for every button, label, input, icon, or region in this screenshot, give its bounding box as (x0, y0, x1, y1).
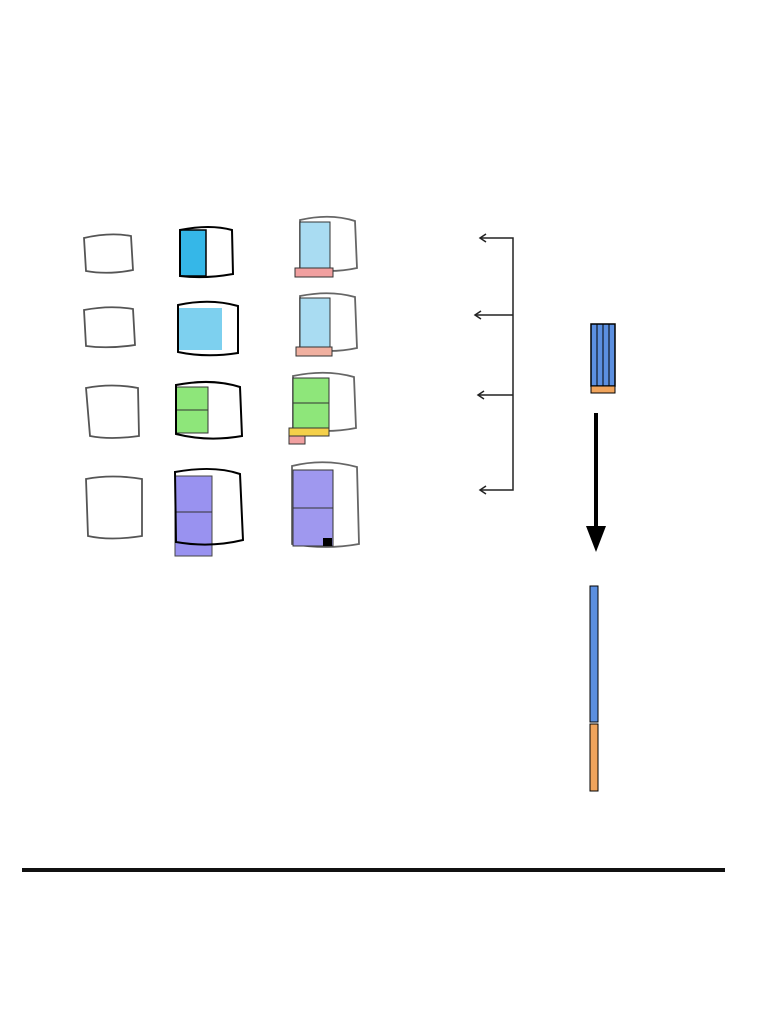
sum-line (22, 868, 725, 872)
mps-box-4 (86, 477, 142, 539)
mps-box-2 (84, 307, 135, 347)
mps-box-1 (84, 234, 133, 272)
down-arrow-head (586, 526, 606, 552)
mps-box-3 (86, 386, 139, 439)
z-column (590, 586, 598, 722)
xz-fill (180, 230, 206, 276)
single-column-icon (591, 324, 615, 393)
pn-fill (178, 308, 222, 350)
y-column (590, 724, 598, 791)
